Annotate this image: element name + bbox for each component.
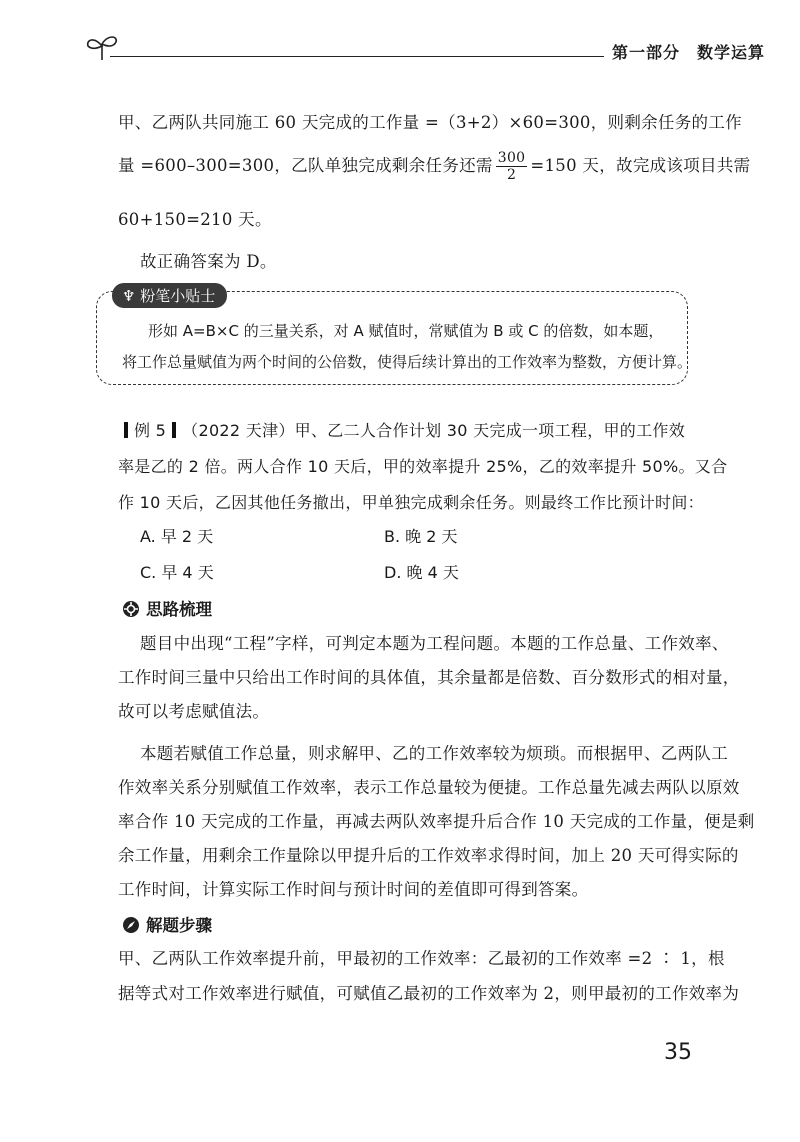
analysis-heading-text: 思路梳理 [146,600,212,619]
analysis-p1-line-2: 工作时间三量中只给出工作时间的具体值，其余量都是倍数、百分数形式的相对量， [118,668,740,687]
solution-line-2-post: =150 天，故完成该项目共需 [530,156,751,176]
analysis-p2-line-2: 作效率关系分别赋值工作效率，表示工作总量较为便捷。工作总量先减去两队以原效 [118,778,740,797]
steps-line-1: 甲、乙两队工作效率提升前，甲最初的工作效率：乙最初的工作效率 =2 ∶ 1，根 [118,949,725,968]
tip-badge-label: 粉笔小贴士 [140,287,216,305]
steps-heading-text: 解题步骤 [146,916,212,935]
example-line-2: 率是乙的 2 倍。两人合作 10 天后，甲的效率提升 25%，乙的效率提升 50%。又合 [118,457,728,476]
analysis-p2-line-5: 工作时间，计算实际工作时间与预计时间的差值即可得到答案。 [118,880,589,899]
tip-badge [112,283,227,308]
tip-line-2: 将工作总量赋值为两个时间的公倍数，使得后续计算出的工作效率为整数，方便计算。 [122,353,693,371]
solution-line-1: 甲、乙两队共同施工 60 天完成的工作量 =（3+2）×60=300，则剩余任务的工作 [118,113,742,132]
analysis-p1-line-1: 题目中出现“工程”字样，可判定本题为工程问题。本题的工作总量、工作效率、 [140,634,729,653]
steps-line-2: 据等式对工作效率进行赋值，可赋值乙最初的工作效率为 2，则甲最初的工作效率为 [118,984,740,1003]
solution-line-2 [118,150,750,183]
fraction [496,150,528,183]
tip-line-1: 形如 A=B×C 的三量关系，对 A 赋值时，常赋值为 B 或 C 的倍数，如本题， [148,322,664,340]
analysis-p2-line-4: 余工作量，用剩余工作量除以甲提升后的工作效率求得时间，加上 20 天可得实际的 [118,846,739,865]
header-rule [110,56,604,57]
sprout-small-icon: ♆ [122,287,141,305]
fraction-numerator: 300 [497,150,526,166]
example-label: 例 5 [134,421,167,440]
example-marker-left [124,422,128,438]
fraction-denominator: 2 [506,167,517,184]
analysis-p2-line-3: 率合作 10 天完成的工作量，再减去两队效率提升后合作 10 天完成的工作量，便是剩 [118,812,755,831]
solution-line-3: 60+150=210 天。 [118,210,272,229]
steps-heading [122,912,212,936]
sprout-icon [82,30,122,66]
header-title: 第一部分 数学运算 [612,43,766,62]
example-marker-right [172,422,176,438]
analysis-p2-line-1: 本题若赋值工作总量，则求解甲、乙的工作效率较为烦琐。而根据甲、乙两队工 [140,744,728,763]
option-c: C. 早 4 天 [140,563,214,582]
answer-line: 故正确答案为 D。 [140,252,277,271]
option-b: B. 晚 2 天 [384,527,458,546]
page-number: 35 [664,1040,692,1065]
option-d: D. 晚 4 天 [384,563,459,582]
option-a: A. 早 2 天 [140,527,214,546]
compass-icon [122,916,140,934]
example-line-1 [118,418,685,441]
example-text-1: （2022 天津）甲、乙二人合作计划 30 天完成一项工程，甲的工作效 [182,421,686,440]
example-line-3: 作 10 天后，乙因其他任务撤出，甲单独完成剩余任务。则最终工作比预计时间： [118,493,704,512]
gear-icon [122,600,140,618]
page-header [82,30,766,70]
analysis-p1-line-3: 故可以考虑赋值法。 [118,702,270,721]
analysis-heading [122,596,212,620]
solution-line-2-pre: 量 =600–300=300，乙队单独完成剩余任务还需 [118,156,493,176]
